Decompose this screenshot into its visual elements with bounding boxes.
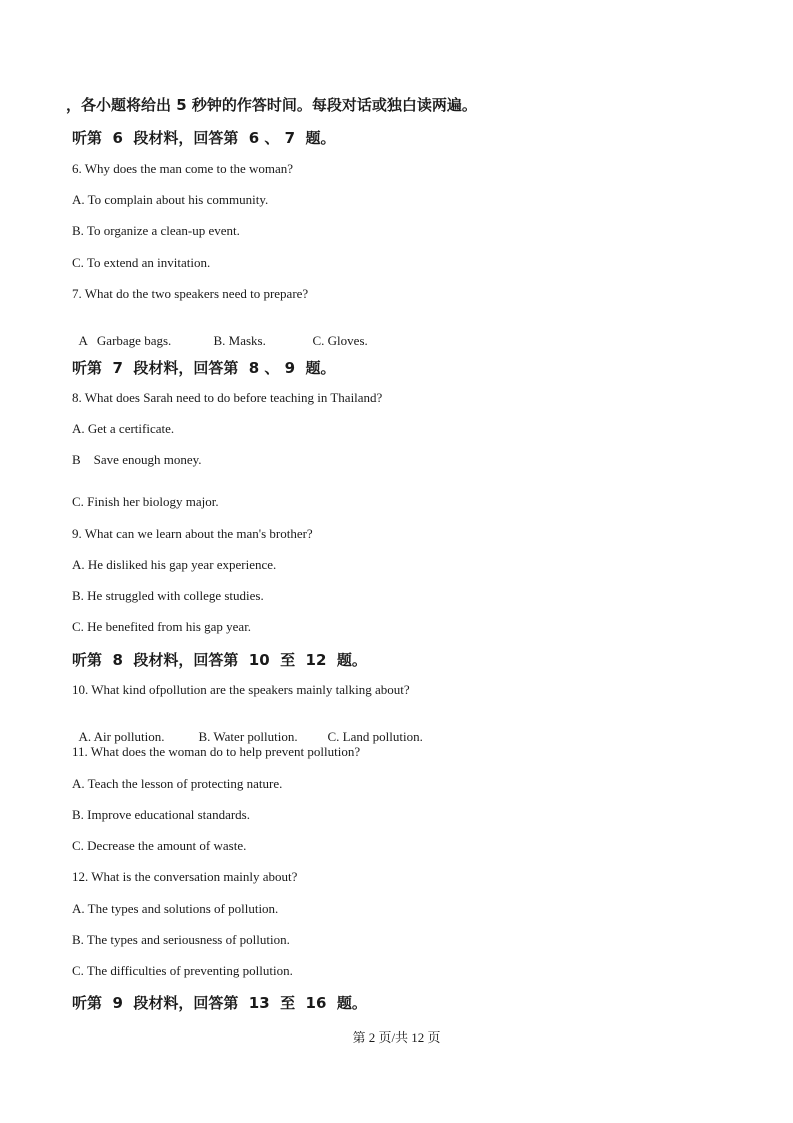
question-stem: 12. What is the conversation mainly about? [72,869,298,884]
answer-option: A. Air pollution. [78,729,165,744]
question-stem: 10. What kind ofpollution are the speakers mainly talking about? [72,682,410,697]
answer-option: C. The difficulties of preventing pollution. [72,963,293,978]
answer-option: B. To organize a clean-up event. [72,223,240,238]
question-stem: 9. What can we learn about the man's brother? [72,526,313,541]
answer-option: C. Decrease the amount of waste. [72,838,247,853]
answer-option: B. Improve educational standards. [72,807,250,822]
answer-option: B. Water pollution. [198,729,298,744]
section-heading: 听第 9 段材料，回答第 13 至 16 题。 [72,994,367,1012]
answer-options-row [72,317,368,349]
answer-option: B. The types and seriousness of pollution. [72,932,290,947]
question-stem: 11. What does the woman do to help prevent pollution? [72,744,361,759]
answer-options-row [72,713,423,745]
answer-option: A. Teach the lesson of protecting nature. [72,776,283,791]
answer-option: A. He disliked his gap year experience. [72,557,277,572]
question-stem: 7. What do the two speakers need to prepare? [72,286,309,301]
answer-option: B Save enough money. [72,452,202,467]
answer-option: B. Masks. [213,333,266,348]
answer-option: A Garbage bags. [78,333,172,348]
answer-option: B. He struggled with college studies. [72,588,264,603]
question-stem: 8. What does Sarah need to do before teaching in Thailand? [72,390,383,405]
section-heading: 听第 8 段材料，回答第 10 至 12 题。 [72,651,367,669]
answer-option: C. Finish her biology major. [72,494,219,509]
answer-option: C. Land pollution. [327,729,423,744]
answer-option: C. Gloves. [312,333,368,348]
answer-option: C. He benefited from his gap year. [72,619,252,634]
instruction-text: ，各小题将给出 5 秒钟的作答时间。每段对话或独白读两遍。 [66,96,477,114]
answer-option: A. The types and solutions of pollution. [72,901,279,916]
answer-option: A. Get a certificate. [72,421,175,436]
answer-option: A. To complain about his community. [72,192,269,207]
section-heading: 听第 6 段材料，回答第 6 、 7 题。 [72,129,336,147]
section-heading: 听第 7 段材料，回答第 8 、 9 题。 [72,359,336,377]
answer-option: C. To extend an invitation. [72,255,211,270]
question-stem: 6. Why does the man come to the woman? [72,161,294,176]
page-footer: 第 2 页/共 12 页 [352,1030,441,1045]
